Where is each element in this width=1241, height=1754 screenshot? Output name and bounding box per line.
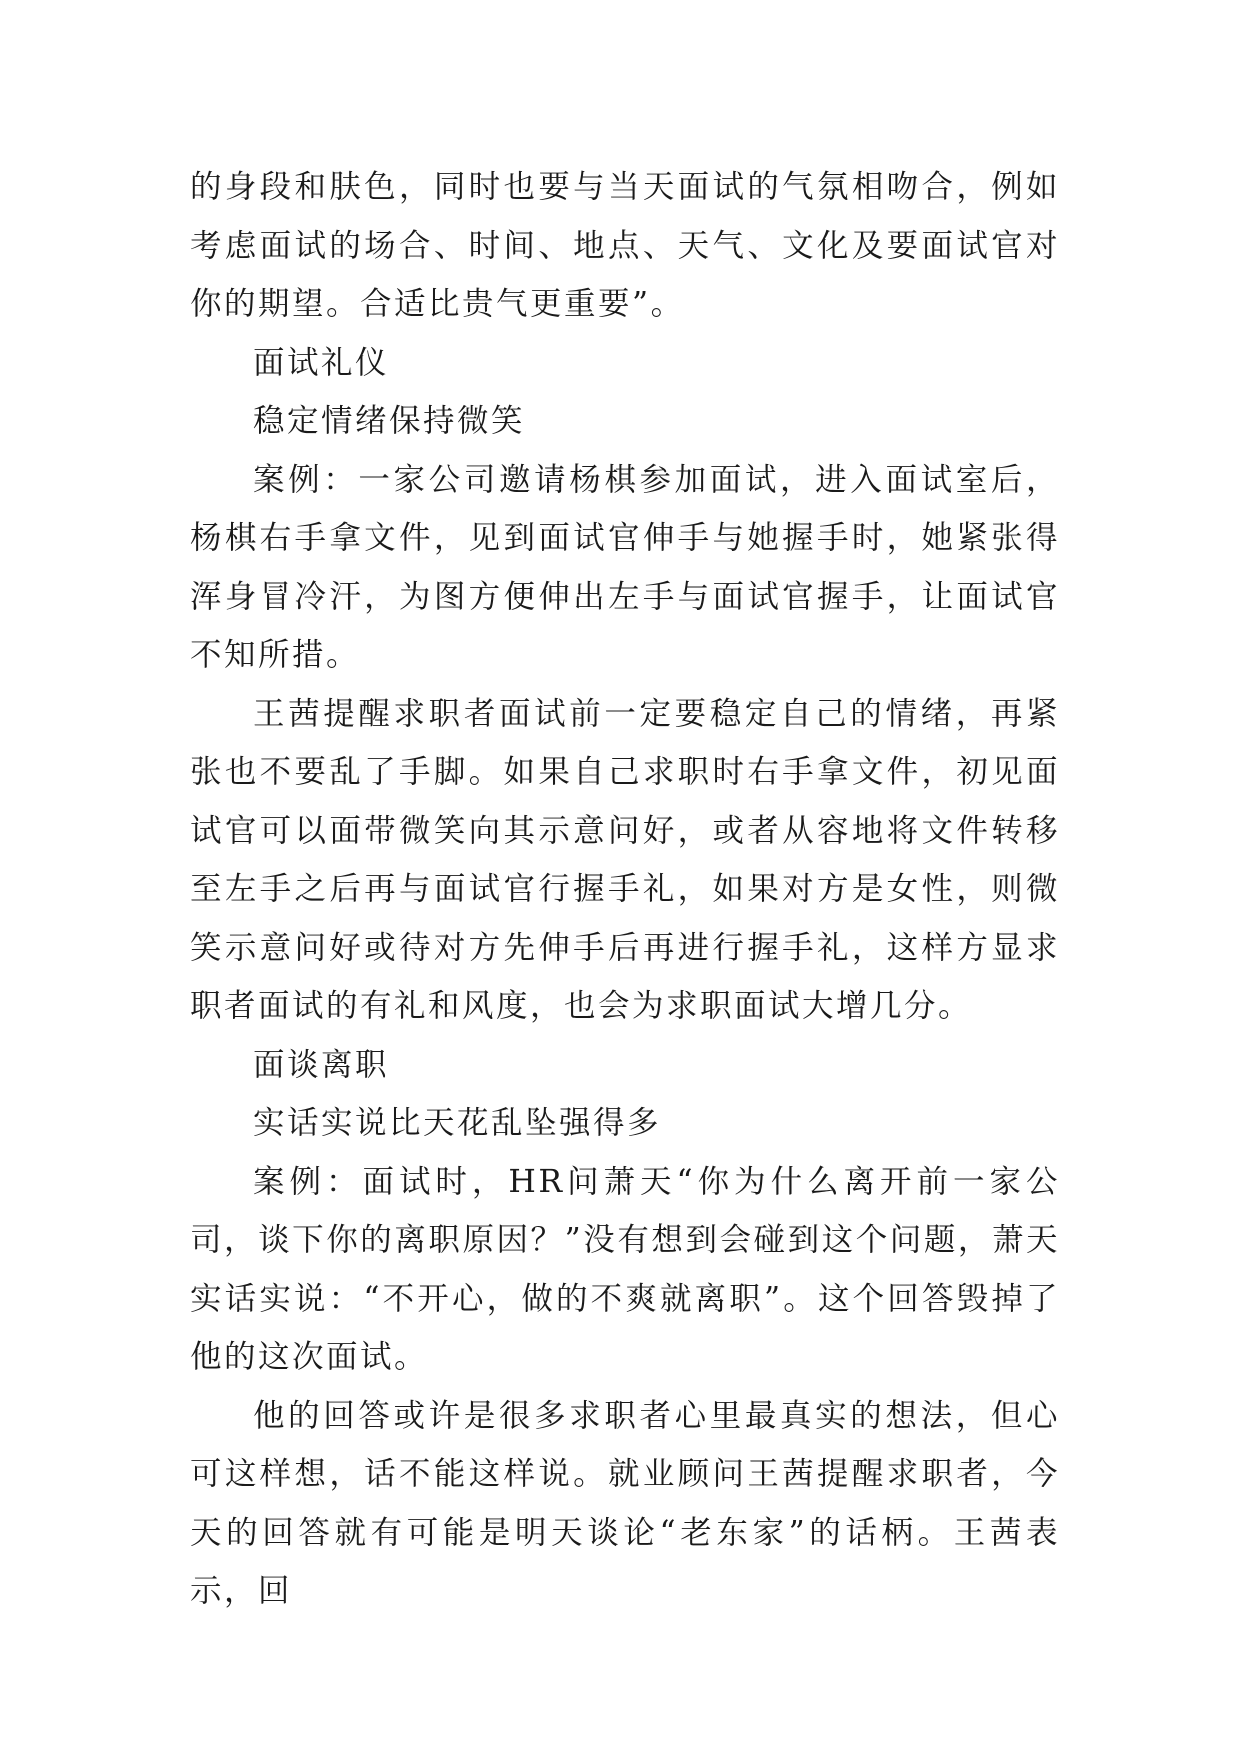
subheading-tell-the-truth: 实话实说比天花乱坠强得多 <box>253 1105 662 1141</box>
paragraph-advice-wang-xi: 王茜提醒求职者面试前一定要稳定自己的情绪，再紧张也不要乱了手脚。如果自己求职时右手拿文件，初见面试官可以面带微笑向其示意问好，或者从容地将文件转移至左手之后再与面试官行握手礼，如果对方是女性，则微笑示意问好或待对方先伸手后再进行握手礼，这样方显求职者面试的有礼和风度，也会为求职面试大增几分。 <box>190 695 1060 1024</box>
section-heading-resignation-talk: 面谈离职 <box>253 1046 390 1083</box>
document-body <box>190 158 1060 1621</box>
subheading-stay-calm-smile: 稳定情绪保持微笑 <box>253 403 526 439</box>
paragraph-case-yang-qi: 案例：一家公司邀请杨棋参加面试，进入面试室后，杨棋右手拿文件，见到面试官伸手与她握手时，她紧张得浑身冒冷汗，为图方便伸出左手与面试官握手，让面试官不知所措。 <box>190 461 1060 673</box>
paragraph-continued: 的身段和肤色，同时也要与当天面试的气氛相吻合，例如考虑面试的场合、时间、地点、天气、文化及要面试官对你的期望。合适比贵气更重要”。 <box>190 169 1060 322</box>
section-heading-interview-etiquette: 面试礼仪 <box>253 344 390 381</box>
paragraph-case-xiao-tian: 案例：面试时，HR问萧天“你为什么离开前一家公司，谈下你的离职原因？”没有想到会碰到这个问题，萧天实话实说：“不开心，做的不爽就离职”。这个回答毁掉了他的这次面试。 <box>190 1163 1060 1375</box>
paragraph-advice-truncated: 他的回答或许是很多求职者心里最真实的想法，但心可这样想，话不能这样说。就业顾问王茜提醒求职者，今天的回答就有可能是明天谈论“老东家”的话柄。王茜表示，回 <box>190 1397 1060 1609</box>
